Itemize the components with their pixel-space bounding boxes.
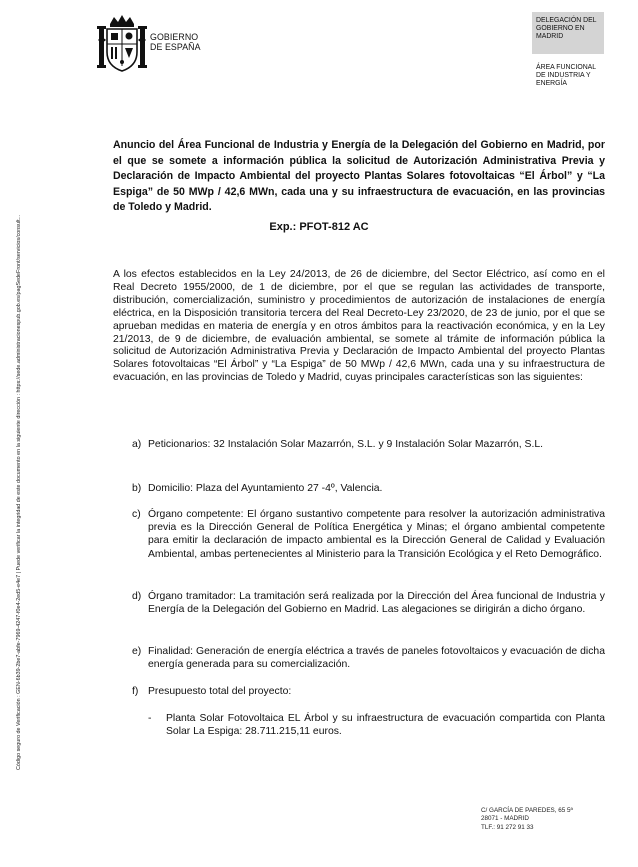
announcement-title: Anuncio del Área Funcional de Industria y Energía de la Delegación del Gobierno en Madrid, por el que se somete a información pública la solicitud de Autorización Administrativa Previa y Declaración de Impacto Ambiental del proyecto Plantas Solares fotovoltaicas “El Árbol” y “La Espiga” de 50 MWp / 42,6 MWn, cada una y su infraestructura de evacuación, en las provincias de Toledo y Madrid. xyxy=(113,139,605,213)
list-letter: c) xyxy=(132,509,141,520)
list-text: Domicilio: Plaza del Ayuntamiento 27 -4º, Valencia. xyxy=(148,483,383,494)
list-text: Planta Solar Fotovoltaica EL Árbol y su infraestructura de evacuación compartida con Planta Solar La Espiga: 28.711.215,11 euros. xyxy=(166,713,605,738)
delegacion-box xyxy=(532,12,604,54)
footer-address xyxy=(481,807,573,832)
list-letter: a) xyxy=(132,439,142,450)
verification-text: Código seguro de Verificación : GEN-6b39-2be7-abfe-7969-4247-f0e4-2ed5-e4e7 | Puede verificar la integridad de este documento en la siguiente dirección : https://sede.administracionespub.gob.es/pagSedeFront/servicios/consult... xyxy=(16,214,22,770)
expediente-number: Exp.: PFOT-812 AC xyxy=(269,221,369,233)
list-letter: e) xyxy=(132,646,142,657)
area-funcional-label: ÁREA FUNCIONAL DE INDUSTRIA Y ENERGÍA xyxy=(536,64,596,88)
list-text: Presupuesto total del proyecto: xyxy=(148,686,292,697)
list-letter: d) xyxy=(132,591,142,602)
footer-phone: TLF.: 91 272 91 33 xyxy=(481,823,534,831)
delegacion-label: DELEGACIÓN DEL GOBIERNO EN MADRID xyxy=(536,17,597,41)
espana-line: DE ESPAÑA xyxy=(150,42,201,52)
list-text: Órgano tramitador: La tramitación será realizada por la Dirección del Área funcional de Industria y Energía de la Delegación del Gobierno en Madrid. Las alegaciones se dirigirán a dicho órgano. xyxy=(148,591,605,616)
footer-city: 28071 - MADRID xyxy=(481,815,529,823)
coat-of-arms-icon xyxy=(96,14,148,76)
verification-strip xyxy=(16,80,28,780)
gobierno-line: GOBIERNO xyxy=(150,32,199,42)
list-letter: f) xyxy=(132,686,139,697)
intro-paragraph: A los efectos establecidos en la Ley 24/2013, de 26 de diciembre, del Sector Eléctrico, así como en el Real Decreto 1955/2000, de 1 de diciembre, por el que se regulan las actividades de transporte, distribución, comercialización, suministro y procedimientos de autorización de instalaciones de energía eléctrica, en la Disposición transitoria tercera del Real Decreto-Ley 23/2020, de 23 de junio, por el que se aprueban medidas en materia de energía y en otros ámbitos para la reactivación económica, y en la Ley 21/2013, de 9 de diciembre, de evaluación ambiental, se somete al trámite de información pública la solicitud de Autorización Administrativa Previa y Declaración de Impacto Ambiental del proyecto Plantas Solares fotovoltaicas “El Árbol” y “La Espiga” de 50 MWp / 42,6 MWn, cada una y su infraestructura de evacuación, en las provincias de Toledo y Madrid, cuyas principales características son las siguientes: xyxy=(113,269,605,384)
gobierno-espana-logo-text xyxy=(150,32,201,52)
list-text: Finalidad: Generación de energía eléctrica a través de paneles fotovoltaicos y evacuación de dicha energía generada para su comercialización. xyxy=(148,646,605,671)
list-text: Peticionarios: 32 Instalación Solar Mazarrón, S.L. y 9 Instalación Solar Mazarrón, S.L. xyxy=(148,439,544,450)
list-letter: b) xyxy=(132,483,142,494)
footer-street: C/ GARCÍA DE PAREDES, 65 5ª xyxy=(481,807,573,814)
list-dash: - xyxy=(148,713,152,724)
list-text: Órgano competente: El órgano sustantivo competente para resolver la autorización administrativa previa es la Dirección General de Política Energética y Minas; el órgano ambiental competente para emitir la declaración de impacto ambiental es la Dirección General de Calidad y Evaluación Ambiental, ambas pertenecientes al Ministerio para la Transición Ecológica y el Reto Demográfico. xyxy=(148,509,605,560)
